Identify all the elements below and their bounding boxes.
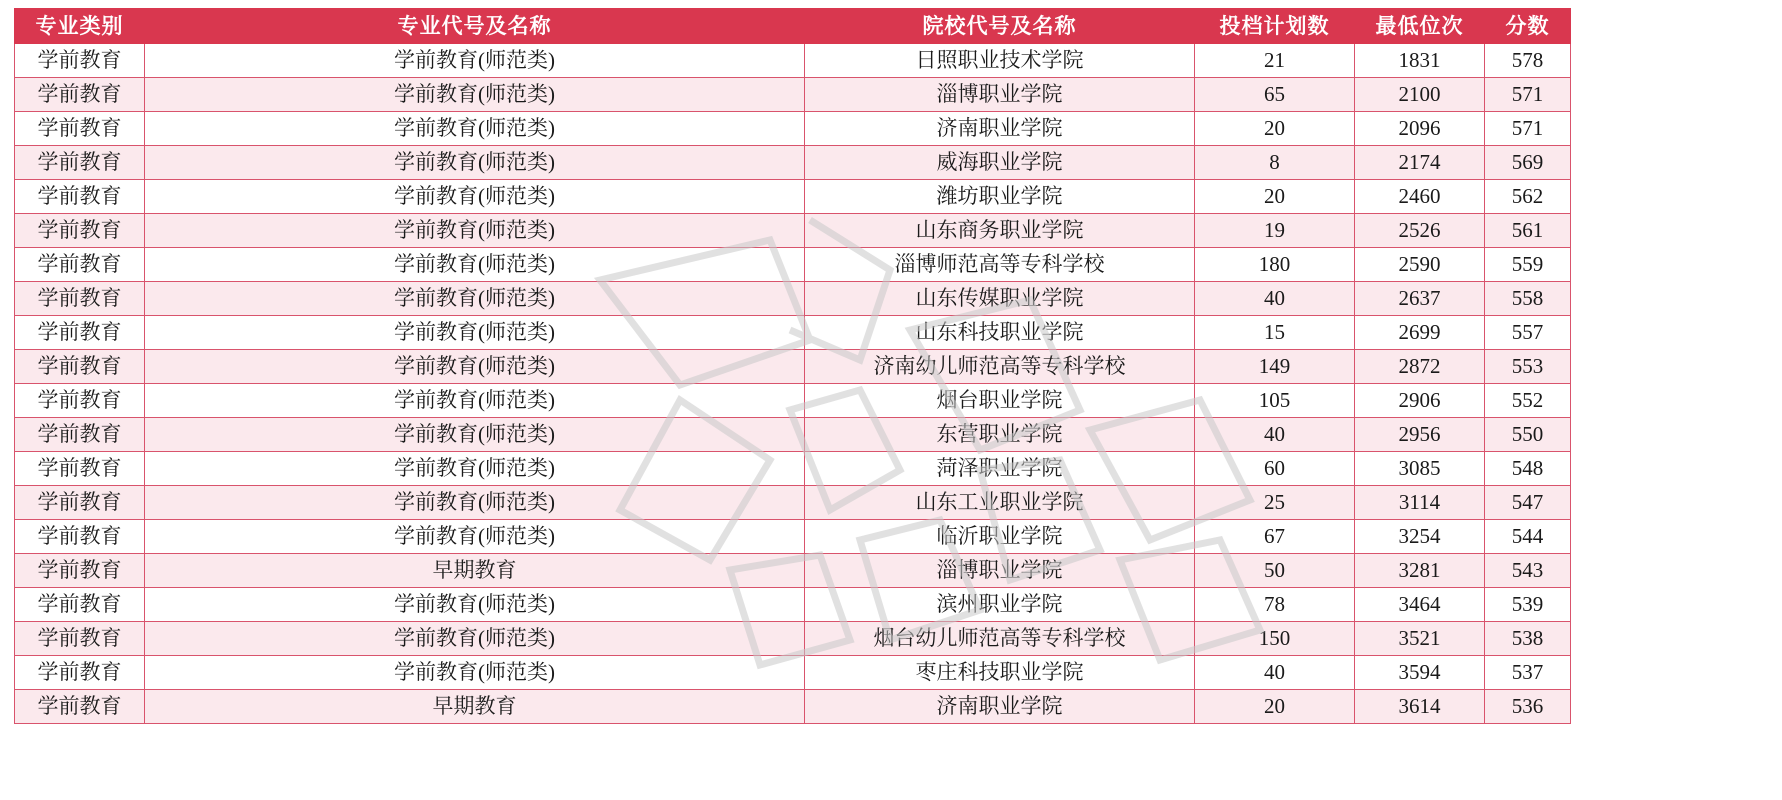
cell-score: 578 <box>1485 44 1571 78</box>
table-row <box>15 316 1571 350</box>
cell-score: 550 <box>1485 418 1571 452</box>
cell-code: 学前教育(师范类) <box>145 350 805 384</box>
cell-code: 学前教育(师范类) <box>145 248 805 282</box>
cell-score: 544 <box>1485 520 1571 554</box>
table-row <box>15 180 1571 214</box>
cell-major: 学前教育 <box>15 656 145 690</box>
table-row <box>15 486 1571 520</box>
cell-rank: 2956 <box>1355 418 1485 452</box>
table-row <box>15 248 1571 282</box>
cell-plan: 50 <box>1195 554 1355 588</box>
table-row <box>15 350 1571 384</box>
cell-rank: 2526 <box>1355 214 1485 248</box>
cell-plan: 150 <box>1195 622 1355 656</box>
cell-plan: 19 <box>1195 214 1355 248</box>
cell-code: 学前教育(师范类) <box>145 214 805 248</box>
cell-code: 学前教育(师范类) <box>145 656 805 690</box>
cell-score: 548 <box>1485 452 1571 486</box>
column-header-score: 分数 <box>1485 9 1571 44</box>
cell-score: 537 <box>1485 656 1571 690</box>
cell-plan: 40 <box>1195 282 1355 316</box>
cell-plan: 20 <box>1195 690 1355 724</box>
cell-code: 学前教育(师范类) <box>145 622 805 656</box>
cell-school: 济南职业学院 <box>805 690 1195 724</box>
cell-school: 菏泽职业学院 <box>805 452 1195 486</box>
cell-major: 学前教育 <box>15 418 145 452</box>
cell-school: 济南职业学院 <box>805 112 1195 146</box>
cell-plan: 20 <box>1195 112 1355 146</box>
cell-plan: 15 <box>1195 316 1355 350</box>
cell-rank: 2460 <box>1355 180 1485 214</box>
table-row <box>15 690 1571 724</box>
cell-code: 学前教育(师范类) <box>145 146 805 180</box>
table-row <box>15 384 1571 418</box>
cell-major: 学前教育 <box>15 350 145 384</box>
table-row <box>15 282 1571 316</box>
cell-score: 558 <box>1485 282 1571 316</box>
cell-score: 557 <box>1485 316 1571 350</box>
cell-major: 学前教育 <box>15 588 145 622</box>
cell-school: 枣庄科技职业学院 <box>805 656 1195 690</box>
cell-major: 学前教育 <box>15 452 145 486</box>
cell-rank: 3254 <box>1355 520 1485 554</box>
cell-rank: 1831 <box>1355 44 1485 78</box>
cell-score: 571 <box>1485 78 1571 112</box>
cell-school: 淄博职业学院 <box>805 554 1195 588</box>
cell-score: 547 <box>1485 486 1571 520</box>
cell-school: 潍坊职业学院 <box>805 180 1195 214</box>
cell-code: 学前教育(师范类) <box>145 452 805 486</box>
cell-rank: 3594 <box>1355 656 1485 690</box>
table-row <box>15 656 1571 690</box>
cell-code: 早期教育 <box>145 690 805 724</box>
cell-major: 学前教育 <box>15 248 145 282</box>
cell-major: 学前教育 <box>15 690 145 724</box>
cell-major: 学前教育 <box>15 78 145 112</box>
cell-school: 淄博师范高等专科学校 <box>805 248 1195 282</box>
cell-school: 烟台幼儿师范高等专科学校 <box>805 622 1195 656</box>
table-row <box>15 452 1571 486</box>
cell-school: 东营职业学院 <box>805 418 1195 452</box>
column-header-plan: 投档计划数 <box>1195 9 1355 44</box>
cell-school: 威海职业学院 <box>805 146 1195 180</box>
cell-code: 学前教育(师范类) <box>145 44 805 78</box>
cell-rank: 2100 <box>1355 78 1485 112</box>
cell-score: 553 <box>1485 350 1571 384</box>
cell-plan: 149 <box>1195 350 1355 384</box>
cell-major: 学前教育 <box>15 520 145 554</box>
cell-score: 569 <box>1485 146 1571 180</box>
table-row <box>15 418 1571 452</box>
cell-plan: 40 <box>1195 656 1355 690</box>
cell-school: 山东传媒职业学院 <box>805 282 1195 316</box>
cell-rank: 2174 <box>1355 146 1485 180</box>
cell-major: 学前教育 <box>15 384 145 418</box>
table-row <box>15 554 1571 588</box>
cell-score: 571 <box>1485 112 1571 146</box>
cell-score: 552 <box>1485 384 1571 418</box>
cell-major: 学前教育 <box>15 282 145 316</box>
cell-code: 早期教育 <box>145 554 805 588</box>
cell-score: 559 <box>1485 248 1571 282</box>
cell-code: 学前教育(师范类) <box>145 316 805 350</box>
table-row <box>15 520 1571 554</box>
column-header-rank: 最低位次 <box>1355 9 1485 44</box>
table-row <box>15 112 1571 146</box>
cell-rank: 2872 <box>1355 350 1485 384</box>
table-body <box>15 44 1571 724</box>
cell-major: 学前教育 <box>15 112 145 146</box>
cell-plan: 180 <box>1195 248 1355 282</box>
column-header-school: 院校代号及名称 <box>805 9 1195 44</box>
cell-school: 济南幼儿师范高等专科学校 <box>805 350 1195 384</box>
cell-code: 学前教育(师范类) <box>145 588 805 622</box>
cell-major: 学前教育 <box>15 554 145 588</box>
cell-school: 滨州职业学院 <box>805 588 1195 622</box>
cell-plan: 105 <box>1195 384 1355 418</box>
cell-rank: 3085 <box>1355 452 1485 486</box>
cell-rank: 2906 <box>1355 384 1485 418</box>
table-header <box>15 9 1571 44</box>
cell-major: 学前教育 <box>15 180 145 214</box>
cell-rank: 2590 <box>1355 248 1485 282</box>
cell-major: 学前教育 <box>15 146 145 180</box>
cell-score: 561 <box>1485 214 1571 248</box>
cell-code: 学前教育(师范类) <box>145 520 805 554</box>
cell-rank: 3521 <box>1355 622 1485 656</box>
cell-rank: 2637 <box>1355 282 1485 316</box>
admission-score-table <box>14 8 1571 724</box>
cell-rank: 2096 <box>1355 112 1485 146</box>
cell-plan: 21 <box>1195 44 1355 78</box>
cell-code: 学前教育(师范类) <box>145 78 805 112</box>
cell-major: 学前教育 <box>15 316 145 350</box>
cell-school: 山东工业职业学院 <box>805 486 1195 520</box>
cell-code: 学前教育(师范类) <box>145 180 805 214</box>
cell-score: 538 <box>1485 622 1571 656</box>
cell-major: 学前教育 <box>15 214 145 248</box>
cell-school: 烟台职业学院 <box>805 384 1195 418</box>
cell-score: 562 <box>1485 180 1571 214</box>
cell-school: 日照职业技术学院 <box>805 44 1195 78</box>
cell-school: 临沂职业学院 <box>805 520 1195 554</box>
cell-rank: 3114 <box>1355 486 1485 520</box>
cell-plan: 8 <box>1195 146 1355 180</box>
cell-major: 学前教育 <box>15 44 145 78</box>
score-table-container <box>14 8 1570 724</box>
cell-plan: 40 <box>1195 418 1355 452</box>
cell-rank: 2699 <box>1355 316 1485 350</box>
cell-plan: 60 <box>1195 452 1355 486</box>
cell-school: 山东商务职业学院 <box>805 214 1195 248</box>
cell-plan: 65 <box>1195 78 1355 112</box>
table-row <box>15 146 1571 180</box>
cell-code: 学前教育(师范类) <box>145 384 805 418</box>
cell-plan: 25 <box>1195 486 1355 520</box>
table-header-row <box>15 9 1571 44</box>
column-header-code: 专业代号及名称 <box>145 9 805 44</box>
cell-rank: 3614 <box>1355 690 1485 724</box>
table-row <box>15 44 1571 78</box>
cell-plan: 67 <box>1195 520 1355 554</box>
column-header-major: 专业类别 <box>15 9 145 44</box>
table-row <box>15 588 1571 622</box>
cell-rank: 3281 <box>1355 554 1485 588</box>
table-row <box>15 214 1571 248</box>
cell-score: 543 <box>1485 554 1571 588</box>
cell-plan: 20 <box>1195 180 1355 214</box>
cell-major: 学前教育 <box>15 622 145 656</box>
cell-code: 学前教育(师范类) <box>145 282 805 316</box>
cell-major: 学前教育 <box>15 486 145 520</box>
cell-code: 学前教育(师范类) <box>145 486 805 520</box>
table-row <box>15 78 1571 112</box>
cell-plan: 78 <box>1195 588 1355 622</box>
cell-score: 536 <box>1485 690 1571 724</box>
cell-school: 山东科技职业学院 <box>805 316 1195 350</box>
cell-school: 淄博职业学院 <box>805 78 1195 112</box>
cell-code: 学前教育(师范类) <box>145 112 805 146</box>
cell-code: 学前教育(师范类) <box>145 418 805 452</box>
table-row <box>15 622 1571 656</box>
cell-score: 539 <box>1485 588 1571 622</box>
cell-rank: 3464 <box>1355 588 1485 622</box>
